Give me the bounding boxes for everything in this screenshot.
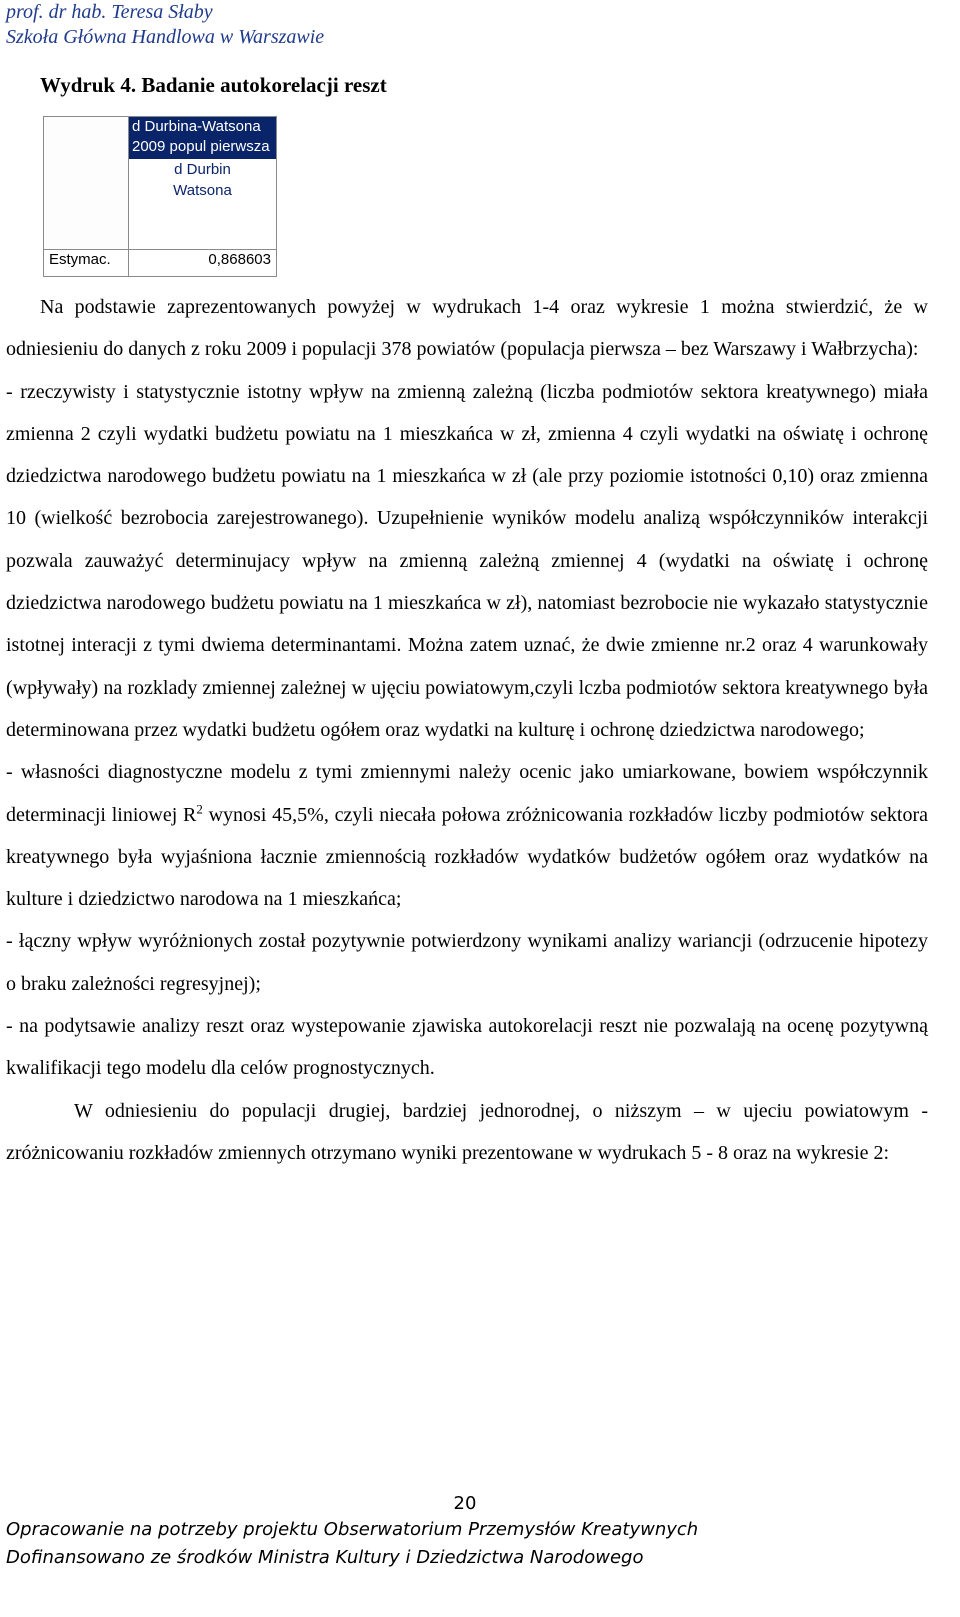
paragraph-findings: - rzeczywisty i statystycznie istotny wpływ na zmienną zależną (liczba podmiotów sektora kreatywnego) miała zmienna 2 czyli wydatki budżetu powiatu na 1 mieszkańca w zł, zmienna 4 czyli wydatki na oświatę i ochronę dziedzictwa narodowego budżetu powiatu na 1 mieszkańca w zł (ale przy poziomie istotności 0,10) oraz zmienna 10 (wielkość bezrobocia zarejestrowanego). Uzupełnienie wyników modelu analizą współczynników interakcji pozwala zauważyć determinujacy wpływ na zmienną zależną zmiennej 4 (wydatki na oświatę i ochronę dziedzictwa narodowego budżetu powiatu na 1 mieszkańca w zł), natomiast bezrobocie nie wykazało statystycznie istotnej interacji z tymi dwiema determinantami. Można zatem uznać, że dwie zmienne nr.2 oraz 4 warunkowały (wpływały) na rozklady zmiennej zależnej w ujęciu powiatowym,czyli lczba podmiotów sektora kreatywnego była determinowana przez wydatki budżetu ogółem oraz wydatki na kulturę i ochronę dziedzictwa narodowego; [6, 380, 928, 741]
row-divider [44, 249, 276, 250]
column-label-line1: d Durbin [174, 161, 231, 178]
paragraph-diagnostics-part2: wynosi 45,5%, czyli niecała połowa zróżnicowania rozkładów liczby podmiotów sektora kreatywnego była wyjaśniona łacznie zmiennością rozkładów wydatków budżetów ogółem oraz wydatków na kulture i dziedzictwo narodowa na 1 mieszkańca; [6, 803, 928, 911]
column-label [129, 159, 276, 201]
paragraph-intro-text: Na podstawie zaprezentowanych powyżej w wydrukach 1-4 oraz wykresie 1 można stwierdzić, że w odniesieniu do danych z roku 2009 i populacji 378 powiatów (populacja pierwsza – bez Warszawy i Wałbrzycha): [6, 296, 928, 361]
table-header-line1: d Durbina-Watsona [132, 118, 261, 135]
paragraph-second-population: W odniesieniu do populacji drugiej, bardziej jednorodnej, o niższym – w ujeciu powiatowym - zróżnicowaniu rozkładów zmiennych otrzymano wyniki prezentowane w wydrukach 5 - 8 oraz na wykresie 2: [6, 1099, 928, 1164]
superscript-2: 2 [196, 800, 203, 816]
printout-title: Wydruk 4. Badanie autokorelacji reszt [40, 73, 387, 97]
table-header [129, 117, 276, 159]
paragraph-variance: - łączny wpływ wyróżnionych został pozytywnie potwierdzony wynikami analizy wariancji (odrzucenie hipotezy o braku zależności regresyjnej); [6, 930, 928, 995]
document-header [6, 0, 324, 50]
paragraph-residuals: - na podytsawie analizy reszt oraz wystepowanie zjawiska autokorelacji reszt nie pozwalają na ocenę pozytywną kwalifikacji tego modelu dla celów prognostycznych. [6, 1015, 928, 1080]
column-label-line2: Watsona [173, 182, 232, 199]
author-affiliation: Szkoła Główna Handlowa w Warszawie [6, 26, 325, 48]
table-header-line2: 2009 popul pierwsza [132, 138, 270, 155]
body-text [6, 286, 928, 1174]
paragraph-intro [6, 286, 928, 371]
document-footer [6, 1516, 698, 1572]
footer-line1: Opracowanie na potrzeby projektu Obserwatorium Przemysłów Kreatywnych [6, 1519, 699, 1540]
row-label: Estymac. [49, 251, 111, 268]
paragraph-diagnostics-part1: - własności diagnostyczne modelu z tymi zmiennymi należy ocenic jako umiarkowane, bowiem współczynnik determinacji liniowej R [6, 761, 928, 826]
durbin-watson-table [43, 116, 277, 277]
page-number: 20 [453, 1493, 477, 1514]
author-name: prof. dr hab. Teresa Słaby [6, 1, 213, 23]
row-value: 0,868603 [208, 251, 271, 268]
footer-line2: Dofinansowano ze środków Ministra Kultury i Dziedzictwa Narodowego [6, 1547, 644, 1568]
paragraph-diagnostics [6, 751, 928, 920]
row-header-column [44, 117, 128, 249]
